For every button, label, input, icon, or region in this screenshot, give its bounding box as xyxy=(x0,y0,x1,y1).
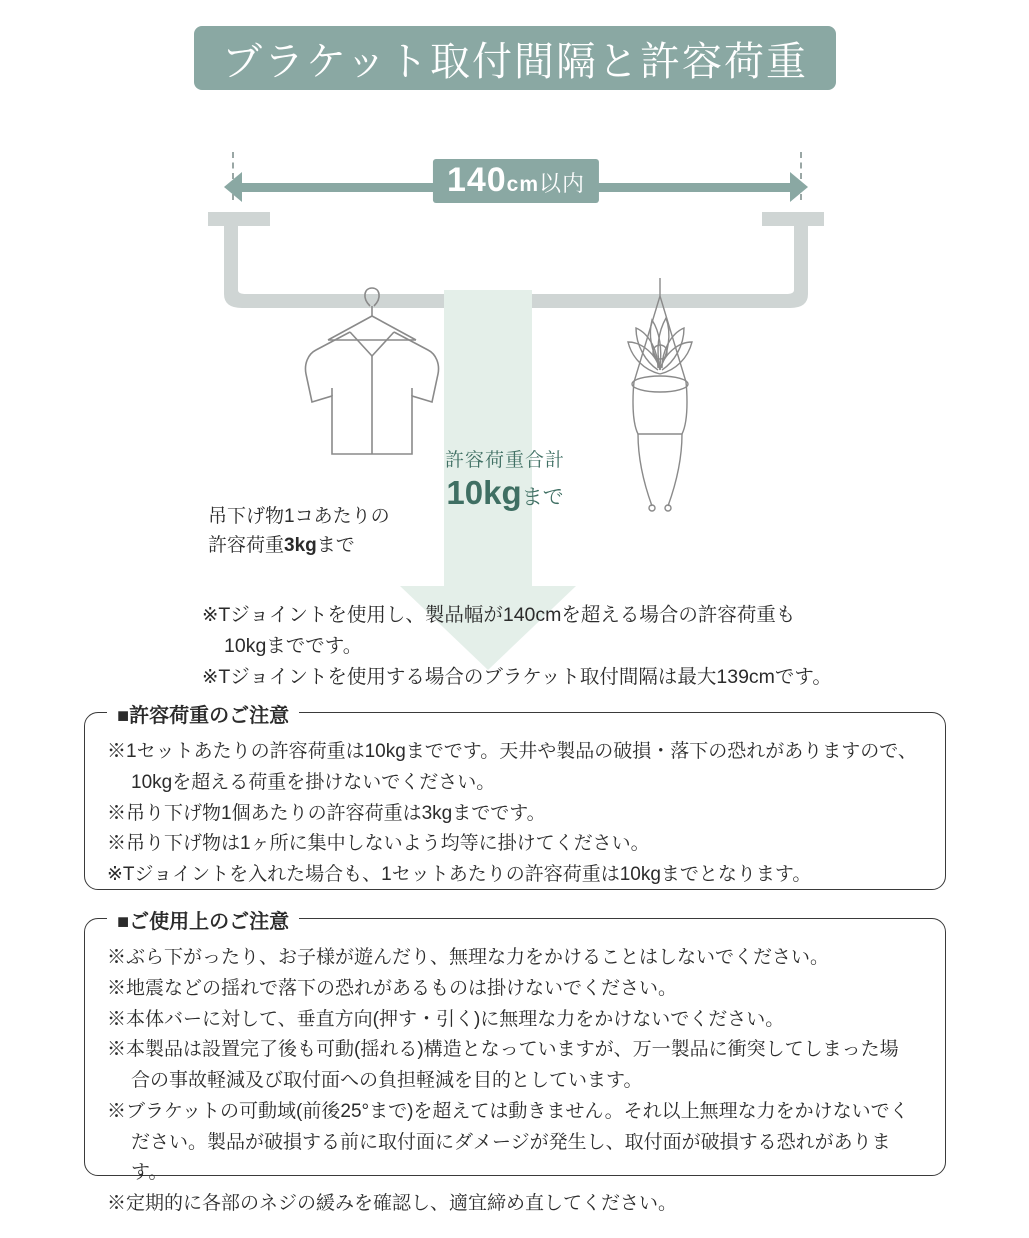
usage-note-2-main: ※本体バーに対して、垂直方向(押す・引く)に無理な力をかけないでください。 xyxy=(107,1008,785,1030)
page-title-banner xyxy=(194,26,836,90)
usage-note-5-main: ※定期的に各部のネジの緩みを確認し、適宜締め直してください。 xyxy=(107,1193,678,1215)
diagram-note-0-main: ※Tジョイントを使用し、製品幅が140cmを超える場合の許容荷重も xyxy=(202,604,796,626)
span-measure-unit: cm xyxy=(506,173,540,196)
usage-note-3 xyxy=(107,1035,923,1097)
allowable-load-notice-body xyxy=(85,713,945,909)
load-note-0-sub: 10kgを超える荷重を掛けないでください。 xyxy=(131,771,496,793)
load-note-1-main: ※吊り下げ物1個あたりの許容荷重は3kgまでです。 xyxy=(107,802,546,824)
arrow-head-right-icon xyxy=(790,172,808,202)
usage-note-1-main: ※地震などの揺れで落下の恐れがあるものは掛けないでください。 xyxy=(107,977,678,999)
usage-note-3-main: ※本製品は設置完了後も可動(揺れる)構造となっていますが、万一製品に衝突してしまった場 xyxy=(107,1039,899,1061)
page-title: ブラケット取付間隔と許容荷重 xyxy=(222,39,808,84)
load-note-3-main: ※Tジョイントを入れた場合も、1セットあたりの許容荷重は10kgまでとなります。 xyxy=(107,864,812,886)
per-item-load-value: 3kg xyxy=(284,535,317,557)
usage-notice-body xyxy=(85,919,945,1238)
hanging-plant-icon xyxy=(600,278,720,512)
total-load-text xyxy=(400,445,610,512)
per-item-load-line1: 吊下げ物1コあたりの xyxy=(208,506,390,527)
per-item-load-note xyxy=(208,502,390,561)
usage-note-4-main: ※ブラケットの可動域(前後25°まで)を超えては動きません。それ以上無理な力をかけないでく xyxy=(107,1100,909,1122)
load-note-2 xyxy=(107,829,923,860)
diagram-note-1 xyxy=(202,662,832,693)
span-measure-value: 140 xyxy=(446,161,507,199)
diagram-note-0 xyxy=(202,600,832,662)
span-measure-label xyxy=(433,159,599,203)
load-note-0-main: ※1セットあたりの許容荷重は10kgまでです。天井や製品の破損・落下の恐れがありますので、 xyxy=(107,741,917,762)
allowable-load-notice-box xyxy=(84,705,946,890)
usage-note-0 xyxy=(107,943,923,974)
usage-note-5 xyxy=(107,1189,923,1220)
total-load-label: 許容荷重合計 xyxy=(444,450,565,471)
usage-notice-box xyxy=(84,911,946,1215)
usage-notice-legend: ■ご使用上のご注意 xyxy=(107,905,299,934)
usage-note-0-main: ※ぶら下がったり、お子様が遊んだり、無理な力をかけることはしないでください。 xyxy=(107,947,830,968)
usage-note-2 xyxy=(107,1005,923,1036)
diagram-note-0-sub: 10kgまでです。 xyxy=(224,635,363,658)
load-note-1 xyxy=(107,799,923,830)
per-item-load-suffix: まで xyxy=(316,535,355,557)
total-load-value: 10kg xyxy=(446,474,522,511)
bracket-spacing-diagram xyxy=(0,100,1029,690)
total-load-suffix: まで xyxy=(521,486,564,509)
load-note-0 xyxy=(107,737,923,799)
diagram-note-1-main: ※Tジョイントを使用する場合のブラケット取付間隔は最大139cmです。 xyxy=(202,666,832,689)
per-item-load-prefix: 許容荷重 xyxy=(208,535,285,557)
usage-note-3-sub: 合の事故軽減及び取付面への負担軽減を目的としています。 xyxy=(131,1070,643,1092)
usage-note-1 xyxy=(107,974,923,1005)
usage-note-4 xyxy=(107,1097,923,1189)
load-note-3 xyxy=(107,860,923,891)
load-note-2-main: ※吊り下げ物は1ヶ所に集中しないよう均等に掛けてください。 xyxy=(107,833,650,855)
span-measure-arrow xyxy=(224,161,808,202)
diagram-notes xyxy=(202,600,832,694)
usage-note-4-sub: ださい。製品が破損する前に取付面にダメージが発生し、取付面が破損する恐れがあります。 xyxy=(131,1131,891,1184)
span-measure-suffix: 以内 xyxy=(539,171,586,196)
load-arrow-stem xyxy=(444,290,532,586)
allowable-load-notice-legend: ■許容荷重のご注意 xyxy=(107,699,299,728)
